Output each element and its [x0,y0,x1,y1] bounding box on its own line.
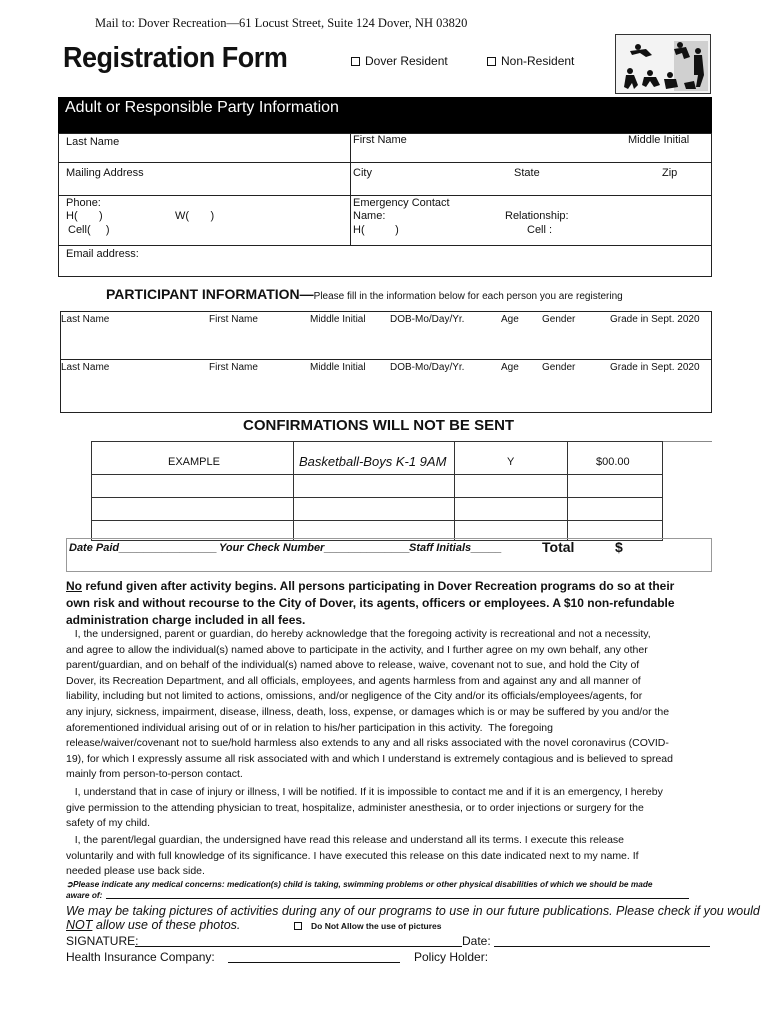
activity-cell[interactable] [293,497,455,521]
participant-2-col-2[interactable]: First Name [209,362,258,373]
non-resident-checkbox[interactable] [487,57,496,66]
row-divider [58,162,712,163]
work-phone-field[interactable]: W( ) [175,210,215,222]
check-number-field[interactable]: Your Check Number______________ [219,542,410,554]
participant-1-col-7[interactable]: Grade in Sept. 2020 [610,314,700,325]
staff-initials-field[interactable]: Staff Initials_____ [409,542,502,554]
participant-subheading: Please fill in the information below for each person you are registering [313,291,623,302]
state-field[interactable]: State [514,167,540,179]
first-name-field[interactable]: First Name [353,134,407,146]
waiver-line: release/waiver/covenant not to sue/hold harmless also extends to any and all risks associated with the novel coronavirus (COVID- [66,737,669,750]
participant-2-col-3[interactable]: Middle Initial [310,362,366,373]
activity-cell[interactable] [454,474,568,498]
participant-2-col-5[interactable]: Age [501,362,519,373]
relationship-field[interactable]: Relationship: [505,210,569,222]
total-amount-field[interactable]: $ [615,539,623,555]
photo-not: NOT [66,918,93,932]
example-activity: Basketball-Boys K-1 9AM [299,454,447,469]
participant-1-col-4[interactable]: DOB-Mo/Day/Yr. [390,314,465,325]
last-name-field[interactable]: Last Name [66,136,120,148]
date-field[interactable] [494,946,710,947]
non-resident-option[interactable] [487,54,574,68]
adult-section-heading: Adult or Responsible Party Information [65,99,339,116]
activity-cell[interactable] [91,497,294,521]
photo-notice-text-2: allow use of these photos. [92,918,241,932]
participant-row-divider [60,359,712,360]
participant-2-col-4[interactable]: DOB-Mo/Day/Yr. [390,362,465,373]
participant-1-col-6[interactable]: Gender [542,314,576,325]
row-divider [58,195,712,196]
policy-holder-label: Policy Holder: [414,950,489,964]
email-field[interactable]: Email address: [66,248,139,260]
participant-1-col-1[interactable]: Last Name [61,314,110,325]
page-title: Registration Form [63,42,288,74]
column-divider [350,133,351,245]
waiver-line: give permission to the attending physician to treat, hospitalize, administer anesthesia, or to order injections or surgery for the [66,801,644,814]
home-phone-field[interactable]: H( ) [66,210,103,222]
waiver-line: safety of my child. [66,817,151,830]
refund-line-3: administration charge included in all fees. [66,613,306,627]
waiver-paragraph-1 [66,627,716,783]
waiver-line: Dover, its Recreation Department, and all officials, employees, and agents harmless from and against any and all manner of [66,674,641,687]
date-label: Date: [462,934,491,948]
example-yes: Y [507,456,515,468]
participant-1-col-5[interactable]: Age [501,314,519,325]
participant-heading [106,286,623,302]
emergency-name-field[interactable]: Name: [353,210,386,222]
refund-no: No [66,579,82,593]
recreation-logo [615,34,711,94]
refund-policy [66,578,726,629]
date-paid-field[interactable]: Date Paid________________ [69,542,218,554]
activity-cell[interactable] [91,474,294,498]
medical-concerns-line: ➲Please indicate any medical concerns: medication(s) child is taking, swimming problems or other physical disabilities of which we should be made [66,879,653,889]
waiver-line: any injury, sickness, impairment, disease, illness, death, loss, expense, or damages which is or may be suffered by you and/or the [66,705,670,718]
participant-2-col-1[interactable]: Last Name [61,362,110,373]
waiver-line: I, understand that in case of injury or illness, I will be notified. If it is impossible to contact me and if it is an emergency, I hereby [66,786,663,798]
no-photos-option[interactable] [294,921,442,931]
waiver-line: mainly from person-to-person contact. [66,768,243,781]
signature-field[interactable] [135,946,462,947]
mailing-address-field[interactable]: Mailing Address [66,167,144,179]
waiver-line: needed please use back side. [66,865,205,878]
city-field[interactable]: City [353,167,372,179]
insurance-label: Health Insurance Company: [66,950,215,964]
middle-initial-field[interactable]: Middle Initial [628,134,690,146]
phone-label: Phone: [66,197,101,209]
participant-2-col-7[interactable]: Grade in Sept. 2020 [610,362,700,373]
refund-line-1 [66,578,726,595]
waiver-paragraph-3 [66,833,716,880]
waiver-line: 19), for which I expressly assume all risk associated with and which I understand is extremely contagious and is believed to spread [66,752,673,765]
row-divider [58,245,712,246]
total-label: Total [542,539,575,555]
insurance-field[interactable] [228,962,400,963]
medical-concerns-field[interactable] [106,898,689,899]
dover-resident-option[interactable] [351,54,448,68]
participant-heading-text: PARTICIPANT INFORMATION— [106,286,314,302]
photo-notice: We may be taking pictures of activities during any of our programs to use in our future publications. Please check if you would [66,904,760,918]
non-resident-label: Non-Resident [501,54,575,68]
dover-resident-label: Dover Resident [365,54,448,68]
waiver-line: and agree to allow the individual(s) named above to participate in the activity, and I further agree on my own behalf, any other [66,643,648,656]
waiver-line: parent/guardian, and on behalf of the individual(s) named above to release, waive, covenant not to sue, and hold the City of [66,659,640,672]
waiver-line: I, the parent/legal guardian, the undersigned have read this release and understand all its terms. I execute this release [66,834,625,846]
mail-to-address: Mail to: Dover Recreation—61 Locust Street, Suite 124 Dover, NH 03820 [95,16,468,30]
medical-concerns-label: aware of: [66,890,103,900]
no-photos-checkbox[interactable] [294,922,302,930]
no-photos-label: Do Not Allow the use of pictures [311,921,442,931]
activity-cell[interactable] [293,474,455,498]
waiver-line: aforementioned individual arising out of or in relation to his/her participation in this activity. The foregoing [66,721,553,734]
waiver-paragraph-2 [66,785,716,832]
refund-text-1: refund given after activity begins. All persons participating in Dover Recreation programs do so at their [82,579,675,593]
example-label: EXAMPLE [168,456,220,468]
photo-notice-line-2 [66,918,240,932]
participant-1-col-3[interactable]: Middle Initial [310,314,366,325]
activity-cell[interactable] [454,497,568,521]
emergency-contact-label: Emergency Contact [353,197,450,209]
waiver-line: voluntarily and with full knowledge of its significance. I have executed this release on this date indicated next to my name. If [66,849,639,862]
cell-phone-field[interactable]: Cell( ) [68,224,110,236]
waiver-line: I, the undersigned, parent or guardian, do hereby acknowledge that the foregoing activity is recreational and not a necessity, [66,628,651,640]
waiver-line: liability, including but not limited to actions, omissions, and/or negligence of the City and/or its officials/employees/agents, for [66,690,643,703]
dover-resident-checkbox[interactable] [351,57,360,66]
example-amount: $00.00 [596,456,630,468]
emergency-home-phone-field[interactable]: H( ) [353,224,399,236]
confirmations-heading: CONFIRMATIONS WILL NOT BE SENT [243,417,515,434]
zip-field[interactable]: Zip [662,167,678,179]
signature-label: SIGNATURE: [66,934,139,948]
recreation-logo-icon [616,35,710,93]
activity-cell[interactable] [567,474,663,498]
emergency-cell-field[interactable]: Cell : [527,224,553,236]
activity-cell[interactable] [567,497,663,521]
participant-2-col-6[interactable]: Gender [542,362,576,373]
participant-1-col-2[interactable]: First Name [209,314,258,325]
refund-line-2: own risk and without recourse to the City of Dover, its agents, officers or employees. A $10 non-refundable [66,596,675,610]
